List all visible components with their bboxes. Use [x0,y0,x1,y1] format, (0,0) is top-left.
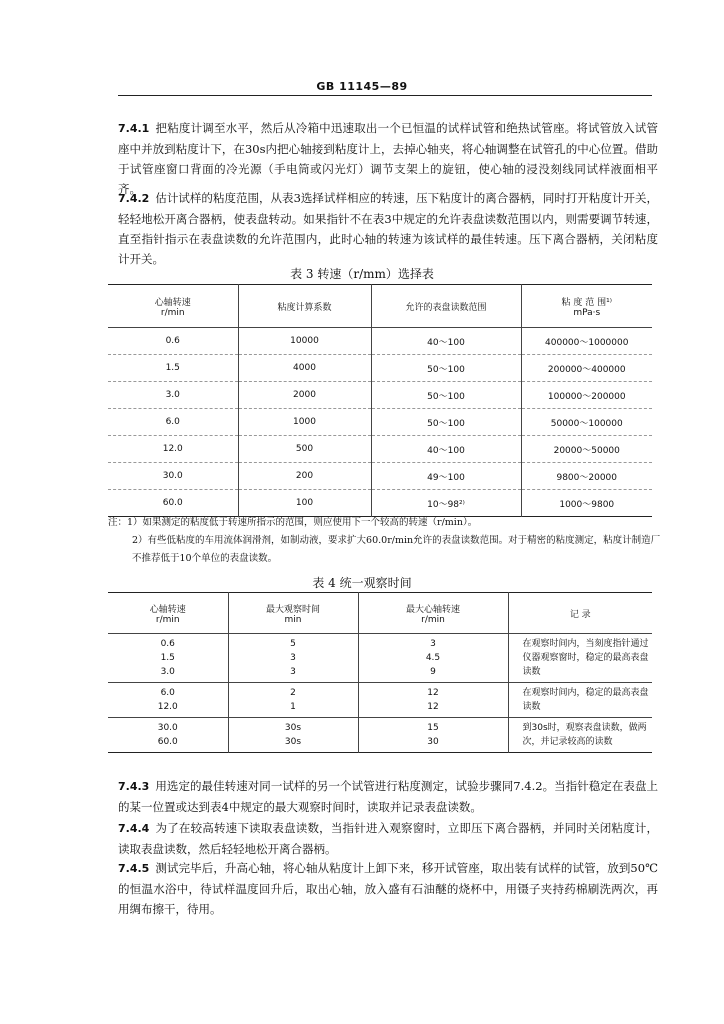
table-cell: 0.6 [165,336,180,346]
header-line: mPa·s [573,307,601,318]
table-cell-speed [108,634,228,683]
table-header-cell: 记 录 [508,593,652,634]
table-cell: 10～98²⁾ [371,490,521,517]
header-line: 心轴转速 [154,297,191,308]
cell-line: 3 [290,653,296,663]
table-cell-max [358,718,508,753]
table-row [108,355,652,382]
table-row [108,328,652,355]
table-cell: 3.0 [108,382,238,409]
cell-line: 4.5 [425,653,441,663]
cell-line: 0.6 [160,639,175,649]
cell-line: 30.0 [157,723,178,733]
table-cell: 100000～200000 [521,382,652,409]
paragraph-7-4-4 [118,818,658,859]
table4-body [108,634,652,753]
table-cell: 12.0 [108,436,238,463]
table-cell-speed [108,683,228,718]
table3-speed-selection [108,284,652,517]
cell-line: 30s [284,723,302,733]
cell-line: 6.0 [160,688,175,698]
table-cell: 4000 [238,355,371,382]
table-row [108,382,652,409]
table-cell: 10000 [238,328,371,355]
cell-line: 12.0 [157,702,178,712]
table-header-cell: 允许的表盘读数范围 [371,285,521,328]
table-row-group [108,683,652,718]
table-cell: 50～100 [371,355,521,382]
table-cell-time [228,718,358,753]
clause-number: 7.4.2 [118,192,150,205]
table3-notes [108,514,668,568]
table3-body [108,328,652,517]
paragraph-7-4-3 [118,776,658,817]
paragraph-7-4-1 [118,118,658,199]
note-1: 注：1）如果测定的粘度低于转速所指示的范围，则应使用下一个较高的转速（r/min）。 [108,517,478,528]
cell-line: 12 [427,702,439,712]
cell-line: 12 [427,688,439,698]
table-header-cell [108,285,238,328]
table-cell: 40～100 [371,436,521,463]
table-header-cell [108,593,228,634]
header-line: 粘 度 范 围¹⁾ [561,297,612,308]
table-cell: 60.0 [108,490,238,517]
table-cell: 50000～100000 [521,409,652,436]
table4-observation-time [108,592,652,753]
table4-caption: 表 4 统一观察时间 [312,576,412,590]
header-line: r/min [421,614,445,625]
table-cell-record: 在观察时间内，稳定的最高表盘读数 [508,683,652,718]
header-line: min [284,614,302,625]
table-header-row [108,593,652,634]
clause-number: 7.4.3 [118,780,150,793]
clause-text: 估计试样的粘度范围，从表3选择试样相应的转速，压下粘度计的离合器柄，同时打开粘度计开关，轻轻地松开离合器柄，使表盘转动。如果指针不在表3中规定的允许表盘读数范围以内，则需要调节转速，直至指针指示在表盘读数的允许范围内，此时心轴的转速为该试样的最佳转速。压下离合器柄，关闭粘度计开关。 [118,191,658,266]
table-cell: 20000～50000 [521,436,652,463]
cell-line: 30 [427,737,439,747]
table-cell: 50～100 [371,382,521,409]
table-row [108,463,652,490]
cell-line: 3 [430,639,436,649]
cell-line: 1.5 [160,653,175,663]
table3-caption: 表 3 转速（r/mm）选择表 [290,267,434,281]
paragraph-7-4-2 [118,188,658,269]
clause-text: 把粘度计调至水平，然后从冷箱中迅速取出一个已恒温的试样试管和绝热试管座。将试管放入试管座中并放到粘度计下，在30s内把心轴接到粘度计上，去掉心轴夹，将心轴调整在试管孔的中心位置。借助于试管座窗口背面的冷光源（手电筒或闪光灯）调节支架上的旋钮，使心轴的浸没刻线同试样液面相平齐。 [118,121,658,196]
cell-line: 60.0 [157,737,178,747]
table-cell: 50～100 [371,409,521,436]
clause-number: 7.4.4 [118,822,150,835]
cell-line: 9 [430,667,436,677]
cell-line: 2 [290,688,296,698]
table-cell-time [228,683,358,718]
header-line: r/min [155,614,180,625]
table-header-cell [358,593,508,634]
table-cell: 200000～400000 [521,355,652,382]
table-row-group [108,634,652,683]
cell-line: 3 [290,667,296,677]
cell-line: 30s [284,737,302,747]
paragraph-7-4-5 [118,858,658,919]
header-line: r/min [160,307,185,318]
page-header: GB 11145—89 [316,80,408,93]
clause-text: 用选定的最佳转速对同一试样的另一个试管进行粘度测定，试验步骤同7.4.2。当指针稳定在表盘上的某一位置或达到表4中规定的最大观察时间时，读取并记录表盘读数。 [118,779,658,814]
cell-line: 15 [427,723,439,733]
table-cell-time [228,634,358,683]
table-cell-max [358,683,508,718]
table-cell: 500 [238,436,371,463]
header-line: 心轴转速 [149,604,186,615]
table-header-cell [521,285,652,328]
table-cell: 30.0 [108,463,238,490]
table-cell: 49～100 [371,463,521,490]
table-cell-record: 到30s时，观察表盘读数，做两次，并记录较高的读数 [508,718,652,753]
table-cell: 1000 [238,409,371,436]
header-line: 最大观察时间 [265,604,320,615]
table-header-row [108,285,652,328]
header-line: 最大心轴转速 [405,604,460,615]
cell-line: 1 [290,702,296,712]
header-rule [118,95,652,96]
table-cell: 2000 [238,382,371,409]
clause-text: 为了在较高转速下读取表盘读数，当指针进入观察窗时，立即压下离合器柄，并同时关闭粘度计，读取表盘读数，然后轻轻地松开离合器柄。 [118,821,658,856]
note-2: 2）有些低粘度的车用流体润滑剂，如制动液，要求扩大60.0r/min允许的表盘读数范围。对于精密的粘度测定，粘度计制造厂不推荐低于10个单位的表盘读数。 [132,535,661,564]
table-row [108,409,652,436]
table-header-cell [228,593,358,634]
table-cell-speed [108,718,228,753]
table-cell-max [358,634,508,683]
table-row [108,490,652,517]
table-cell: 9800～20000 [521,463,652,490]
table-cell: 6.0 [108,409,238,436]
table-cell: 400000～1000000 [521,328,652,355]
clause-number: 7.4.1 [118,122,150,135]
clause-text: 测试完毕后，升高心轴，将心轴从粘度计上卸下来，移开试管座，取出装有试样的试管，放到50℃的恒温水浴中，待试样温度回升后，取出心轴，放入盛有石油醚的烧杯中，用镊子夹持药棉刷洗两次，再用绸布擦干，待用。 [118,861,658,916]
cell-line: 3.0 [160,667,175,677]
cell-line: 5 [290,639,296,649]
table-header-cell: 粘度计算系数 [238,285,371,328]
table-cell: 1000～9800 [521,490,652,517]
table-cell: 200 [238,463,371,490]
table-cell: 100 [238,490,371,517]
table-cell: 1.5 [108,355,238,382]
table-row [108,436,652,463]
clause-number: 7.4.5 [118,862,150,875]
table-cell: 40～100 [371,328,521,355]
table-row-group [108,718,652,753]
table-cell-record: 在观察时间内，当刻度指针通过仪器观察窗时，稳定的最高表盘读数 [508,634,652,683]
